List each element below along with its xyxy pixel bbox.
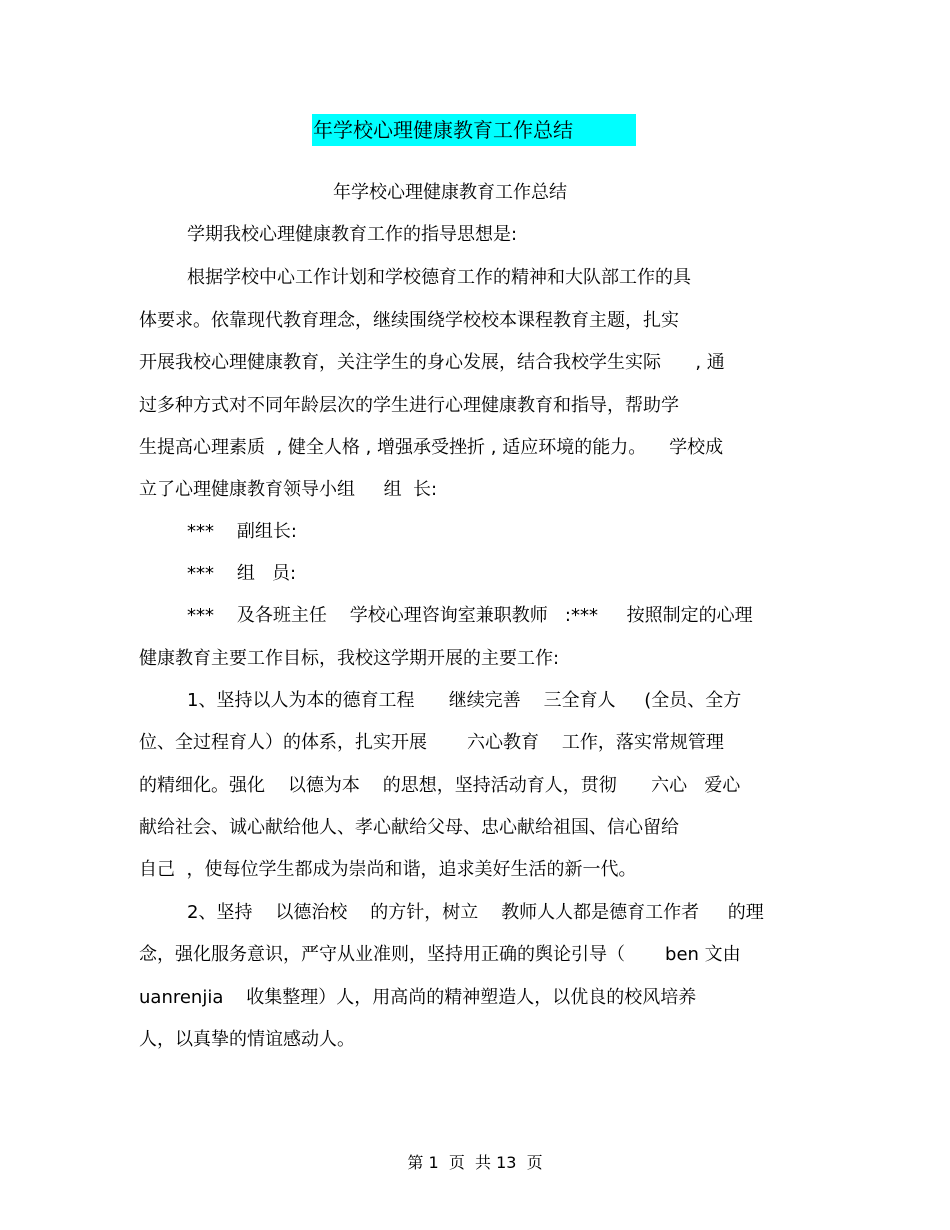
paragraph-line: 人，以真挚的情谊感动人。: [139, 1029, 355, 1050]
paragraph-line: 2、坚持 以德治校 的方针，树立 教师人人都是德育工作者 的理: [187, 902, 764, 923]
paragraph-line: 念，强化服务意识，严守从业准则，坚持用正确的舆论引导（ ben 文由: [139, 944, 741, 965]
paragraph-line: *** 副组长:: [187, 521, 297, 542]
paragraph-line: 学期我校心理健康教育工作的指导思想是:: [187, 224, 518, 245]
paragraph-line: 位、全过程育人）的体系，扎实开展 六心教育 工作，落实常规管理: [139, 732, 724, 753]
paragraph-line: 体要求。依靠现代教育理念，继续围绕学校校本课程教育主题，扎实: [139, 310, 679, 331]
paragraph-line: *** 组 员:: [187, 563, 297, 584]
paragraph-line: 自己 ，使每位学生都成为崇尚和谐，追求美好生活的新一代。: [139, 859, 637, 880]
paragraph-line: 健康教育主要工作目标，我校这学期开展的主要工作:: [139, 648, 560, 669]
paragraph-line: uanrenjia 收集整理）人，用高尚的精神塑造人，以优良的校风培养: [139, 987, 697, 1008]
paragraph-line: 献给社会、诚心献给他人、孝心献给父母、忠心献给祖国、信心留给: [139, 817, 679, 838]
paragraph-line: 生提高心理素质 , 健全人格 , 增强承受挫折 , 适应环境的能力。 学校成: [139, 437, 724, 458]
page-title: 年学校心理健康教育工作总结: [312, 114, 636, 146]
paragraph-line: 立了心理健康教育领导小组 组 长:: [139, 479, 438, 500]
paragraph-line: 根据学校中心工作计划和学校德育工作的精神和大队部工作的具: [187, 267, 691, 288]
paragraph-line: 1、坚持以人为本的德育工程 继续完善 三全育人 (全员、全方: [187, 690, 742, 711]
page-number: 第 1 页 共 13 页: [407, 1153, 543, 1172]
paragraph-line: 的精细化。强化 以德为本 的思想，坚持活动育人，贯彻 六心 爱心: [139, 775, 741, 796]
subtitle-line: 年学校心理健康教育工作总结: [333, 182, 567, 203]
paragraph-line: 开展我校心理健康教育，关注学生的身心发展，结合我校学生实际 , 通: [139, 352, 725, 373]
paragraph-line: 过多种方式对不同年龄层次的学生进行心理健康教育和指导，帮助学: [139, 395, 679, 416]
paragraph-line: *** 及各班主任 学校心理咨询室兼职教师 :*** 按照制定的心理: [187, 605, 753, 626]
